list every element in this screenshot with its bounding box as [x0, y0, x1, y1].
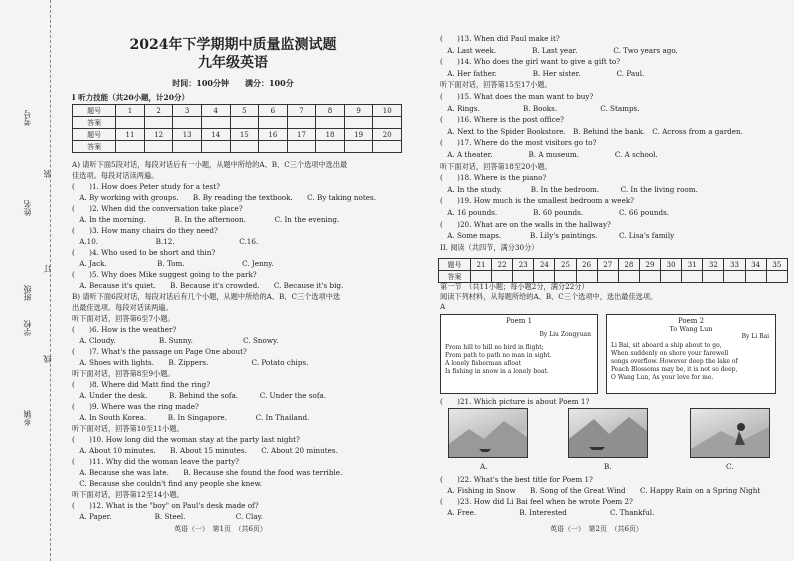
grid-cell[interactable]: [259, 117, 288, 129]
text-line: ( )18. Where is the piano?: [440, 173, 547, 183]
answer-grid-1-20: [72, 104, 402, 153]
grid-cell[interactable]: 3: [173, 105, 202, 117]
grid-cell[interactable]: [144, 141, 173, 153]
picture-label-b: B.: [604, 462, 612, 471]
grid-cell[interactable]: 2: [144, 105, 173, 117]
text-line: ( )8. Where did Matt find the ring?: [72, 380, 211, 389]
poem-2-title: To Wang Lun: [669, 325, 713, 333]
text-line: ( )11. Why did the woman leave the party?: [72, 457, 240, 466]
text-line: A. Some maps. B. Lily's paintings. C. Lisa's family: [440, 231, 675, 241]
grid-cell[interactable]: 23: [513, 259, 534, 271]
grid-cell[interactable]: 24: [534, 259, 555, 271]
page-one: [62, 0, 404, 561]
grid-cell[interactable]: [724, 271, 745, 283]
poem-line: Li Bai, sit aboard a ship about to go,: [611, 342, 722, 349]
grid-cell[interactable]: 13: [173, 129, 202, 141]
fold-mark-ding: 订: [43, 265, 52, 273]
grid-cell[interactable]: [618, 271, 639, 283]
poem-line: Peach Blossoms may be, it is not so deep,: [611, 366, 738, 373]
grid-cell[interactable]: [116, 117, 145, 129]
grid-cell[interactable]: 4: [201, 105, 230, 117]
grid-row-header: 题号: [73, 129, 116, 141]
margin-label-class: 班级: [23, 285, 32, 301]
poem-line: songs overflow. However deep the lake of: [611, 358, 738, 365]
grid-cell[interactable]: 15: [230, 129, 259, 141]
text-line: A. 16 pounds. B. 60 pounds. C. 66 pounds.: [440, 208, 670, 217]
text-line: A: [440, 302, 446, 311]
text-line: ( )3. How many chairs do they need?: [72, 226, 218, 235]
picture-option-b: [568, 408, 648, 458]
poem-line: When suddenly on shore your farewell: [611, 350, 729, 357]
grid-cell[interactable]: [230, 117, 259, 129]
page-footer-2: 英语（一） 第2页 （共6页）: [550, 525, 643, 533]
poem-line: From path to path no man in sight.: [445, 352, 552, 359]
grid-cell[interactable]: [766, 271, 787, 283]
poem-1-text: [441, 344, 597, 376]
poem-line: O Wang Lun, As your love for me.: [611, 374, 714, 381]
grid-cell[interactable]: 10: [373, 105, 402, 117]
text-line: B) 请听下面6段对话，每段对话后有几个小题，从题中所给的A、B、C三个选项中选: [72, 292, 341, 301]
grid-cell[interactable]: 1: [116, 105, 145, 117]
text-line: ( )12. What is the "boy" on Paul's desk made of?: [72, 501, 259, 510]
text-line: A. A theater. B. A museum. C. A school.: [440, 150, 658, 159]
grid-cell[interactable]: [470, 271, 491, 283]
grid-cell[interactable]: [201, 141, 230, 153]
text-line: A. In South Korea. B. In Singapore. C. In Thailand.: [72, 413, 310, 422]
grid-cell[interactable]: [513, 271, 534, 283]
grid-cell[interactable]: 30: [661, 259, 682, 271]
text-line: ( )4. Who used to be short and thin?: [72, 248, 216, 257]
margin-label-name: 姓名: [23, 200, 32, 216]
text-line: C. Because she couldn't find any people she knew.: [72, 479, 263, 488]
text-line: ( )7. What's the passage on Page One about?: [72, 347, 247, 356]
grid-cell[interactable]: [344, 117, 373, 129]
margin-label-town: 乡镇: [23, 410, 32, 426]
text-line: A. Last week. B. Last year. C. Two years ago.: [440, 45, 678, 55]
text-line: 听下面对话，回答第15至17小题。: [440, 80, 552, 90]
text-line: ( )15. What does the man want to buy?: [440, 92, 594, 101]
grid-cell[interactable]: [682, 271, 703, 283]
grid-cell[interactable]: 26: [576, 259, 597, 271]
grid-cell[interactable]: 11: [116, 129, 145, 141]
text-line: ( )19. How much is the smallest bedroom a week?: [440, 196, 635, 206]
grid-cell[interactable]: 32: [703, 259, 724, 271]
text-line: ( )9. Where was the ring made?: [72, 402, 199, 411]
grid-row: [73, 105, 402, 117]
grid-cell[interactable]: 19: [344, 129, 373, 141]
binding-margin: [0, 0, 62, 561]
text-line: A.10. B.12. C.16.: [72, 237, 259, 246]
text-line: A. Next to the Spider Bookstore. B. Behind the bank. C. Across from a garden.: [440, 126, 743, 136]
grid-row-header: 答案: [439, 271, 471, 283]
grid-cell[interactable]: [703, 271, 724, 283]
grid-cell[interactable]: [639, 271, 660, 283]
text-line: 出最佳选项。每段对话读两遍。: [72, 303, 173, 312]
grid-cell[interactable]: 14: [201, 129, 230, 141]
answer-grid-21-35: [438, 258, 788, 283]
grid-cell[interactable]: 6: [259, 105, 288, 117]
poem-1-author: By Liu Zongyuan: [539, 331, 591, 338]
text-line: ( )10. How long did the woman stay at the party last night?: [72, 435, 300, 444]
grid-cell[interactable]: [116, 141, 145, 153]
poem-1-box: [440, 314, 598, 394]
grid-cell[interactable]: [492, 271, 513, 283]
text-line: ( )1. How does Peter study for a test?: [72, 182, 220, 191]
fold-mark-zhuang: 装: [43, 170, 52, 178]
grid-row: [73, 141, 402, 153]
text-line: ( )22. What's the best title for Poem 1?: [440, 475, 593, 484]
text-line: A. In the study. B. In the bedroom. C. In the living room.: [440, 184, 698, 194]
figure-sketch-icon: [691, 409, 769, 457]
text-line: 阅读下列材料，从每题所给的A、B、C三个选项中，选出最佳选项。: [440, 292, 658, 301]
text-line: A. Because it's quiet. B. Because it's crowded. C. Because it's big.: [72, 281, 344, 290]
grid-row: [439, 259, 788, 271]
grid-cell[interactable]: [597, 271, 618, 283]
text-line: 佳选项。每段对话读两遍。: [72, 171, 159, 180]
poem-2-text: [607, 342, 775, 382]
landscape-sketch-icon: [449, 409, 527, 457]
grid-cell[interactable]: [344, 141, 373, 153]
grid-cell[interactable]: 34: [745, 259, 766, 271]
text-line: ( )6. How is the weather?: [72, 325, 177, 334]
grid-cell[interactable]: 27: [597, 259, 618, 271]
grid-cell[interactable]: 17: [287, 129, 316, 141]
grid-row: [439, 271, 788, 283]
text-line: ( )13. When did Paul make it?: [440, 34, 560, 43]
grid-row-header: 题号: [73, 105, 116, 117]
text-line: A) 请听下面5段对话，每段对话后有一小题，从题中所给的A、B、C三个选项中选出最: [72, 160, 348, 169]
text-line: 听下面对话，回答第8至9小题。: [72, 369, 175, 378]
text-line: A. Jack. B. Tom. C. Jenny.: [72, 259, 274, 268]
fold-mark-xian: 线: [43, 355, 52, 363]
grid-cell[interactable]: [201, 117, 230, 129]
grid-cell[interactable]: 33: [724, 259, 745, 271]
grid-cell[interactable]: 8: [316, 105, 345, 117]
picture-label-a: A.: [480, 462, 488, 471]
question-21: ( )21. Which picture is about Poem 1?: [440, 397, 590, 406]
grid-cell[interactable]: 28: [618, 259, 639, 271]
picture-option-c: [690, 408, 770, 458]
text-line: A. Because she was late. B. Because she found the food was terrible.: [72, 468, 343, 477]
picture-label-c: C.: [726, 462, 734, 471]
fold-line: [50, 0, 51, 561]
grid-cell[interactable]: 21: [470, 259, 491, 271]
text-line: ( )5. Why does Mike suggest going to the park?: [72, 270, 257, 279]
grid-cell[interactable]: 22: [492, 259, 513, 271]
text-line: ( )14. Who does the girl want to give a gift to?: [440, 57, 621, 67]
grid-cell[interactable]: 12: [144, 129, 173, 141]
exam-title: 2024年下学期期中质量监测试题: [129, 37, 337, 53]
grid-row-header: 题号: [439, 259, 471, 271]
river-sketch-icon: [569, 409, 647, 457]
grid-cell[interactable]: 18: [316, 129, 345, 141]
text-line: A. Rings. B. Books. C. Stamps.: [440, 103, 640, 113]
grid-row-header: 答案: [73, 141, 116, 153]
text-line: 听下面对话，回答第18至20小题。: [440, 161, 552, 171]
grid-cell[interactable]: 16: [259, 129, 288, 141]
grid-cell[interactable]: [230, 141, 259, 153]
grid-cell[interactable]: [316, 141, 345, 153]
grid-cell[interactable]: [373, 141, 402, 153]
grid-cell[interactable]: [316, 117, 345, 129]
text-line: A. Shoes with lights. B. Zippers. C. Potato chips.: [72, 358, 309, 367]
grid-cell[interactable]: [287, 117, 316, 129]
poem-line: Is fishing in snow in a lonely boat.: [445, 368, 549, 375]
grid-cell[interactable]: [173, 141, 202, 153]
page-two: [428, 0, 788, 561]
text-line: ( )2. When did the conversation take place?: [72, 204, 243, 213]
grid-cell[interactable]: 29: [639, 259, 660, 271]
grid-row: [73, 117, 402, 129]
page-footer-1: 英语（一） 第1页 （共6页）: [174, 525, 267, 533]
text-line: A. About 10 minutes. B. About 15 minutes. C. About 20 minutes.: [72, 446, 338, 455]
grid-cell[interactable]: [745, 271, 766, 283]
picture-option-a: [448, 408, 528, 458]
text-line: 听下面对话，回答第10至11小题。: [72, 424, 184, 433]
text-line: 第一节 （共11小题；每小题2分，满分22分）: [440, 282, 589, 291]
text-line: A. Free. B. Interested C. Thankful.: [440, 508, 655, 517]
section-listening-heading: I 听力技能（共20小题，计20分）: [72, 93, 189, 102]
grid-cell[interactable]: [534, 271, 555, 283]
text-line: A. Paper. B. Steel. C. Clay.: [72, 512, 264, 521]
grid-cell[interactable]: [287, 141, 316, 153]
grid-cell[interactable]: [144, 117, 173, 129]
text-line: A. Fishing in Snow B. Song of the Great Wind C. Happy Rain on a Spring Night: [440, 486, 761, 495]
poem-2-label: Poem 2: [677, 317, 705, 325]
grid-cell[interactable]: 31: [682, 259, 703, 271]
poem-line: A lonely fisherman afloat: [445, 360, 521, 367]
grid-cell[interactable]: 20: [373, 129, 402, 141]
grid-cell[interactable]: 35: [766, 259, 787, 271]
grid-cell[interactable]: [373, 117, 402, 129]
grid-cell[interactable]: 5: [230, 105, 259, 117]
text-line: 听下面对话，回答第12至14小题。: [72, 490, 184, 499]
poem-2-box: [606, 314, 776, 394]
poem-1-label: Poem 1: [505, 317, 533, 325]
grid-cell[interactable]: [661, 271, 682, 283]
text-line: II. 阅读（共四节，满分30分）: [440, 242, 539, 252]
text-line: A. By working with groups. B. By reading the textbook. C. By taking notes.: [72, 193, 376, 202]
text-line: A. Cloudy. B. Sunny. C. Snowy.: [72, 336, 279, 345]
poem-2-author: By Li Bai: [741, 333, 769, 340]
text-line: ( )17. Where do the most visitors go to?: [440, 138, 597, 148]
text-line: 听下面对话，回答第6至7小题。: [72, 314, 175, 323]
grid-row-header: 答案: [73, 117, 116, 129]
grid-cell[interactable]: [173, 117, 202, 129]
text-line: ( )16. Where is the post office?: [440, 115, 564, 125]
text-line: ( )23. How did Li Bai feel when he wrote Poem 2?: [440, 497, 633, 506]
poem-line: From hill to hill no bird in flight;: [445, 344, 544, 351]
grid-cell[interactable]: 7: [287, 105, 316, 117]
text-line: A. In the morning. B. In the afternoon. C. In the evening.: [72, 215, 340, 224]
margin-label-exam-number: 考号: [23, 110, 32, 126]
text-line: ( )20. What are on the walls in the hallway?: [440, 219, 611, 229]
grid-cell[interactable]: 25: [555, 259, 576, 271]
grid-row: [73, 129, 402, 141]
grid-cell[interactable]: [259, 141, 288, 153]
grid-cell[interactable]: 9: [344, 105, 373, 117]
text-line: A. Under the desk. B. Behind the sofa. C. Under the sofa.: [72, 391, 327, 400]
grid-cell[interactable]: [555, 271, 576, 283]
margin-label-school: 学校: [23, 320, 32, 336]
text-line: A. Her father. B. Her sister. C. Paul.: [440, 68, 645, 78]
exam-subtitle: 九年级英语: [198, 55, 268, 71]
grid-cell[interactable]: [576, 271, 597, 283]
time-and-score: 时间：100分钟 满分：100分: [172, 78, 294, 88]
